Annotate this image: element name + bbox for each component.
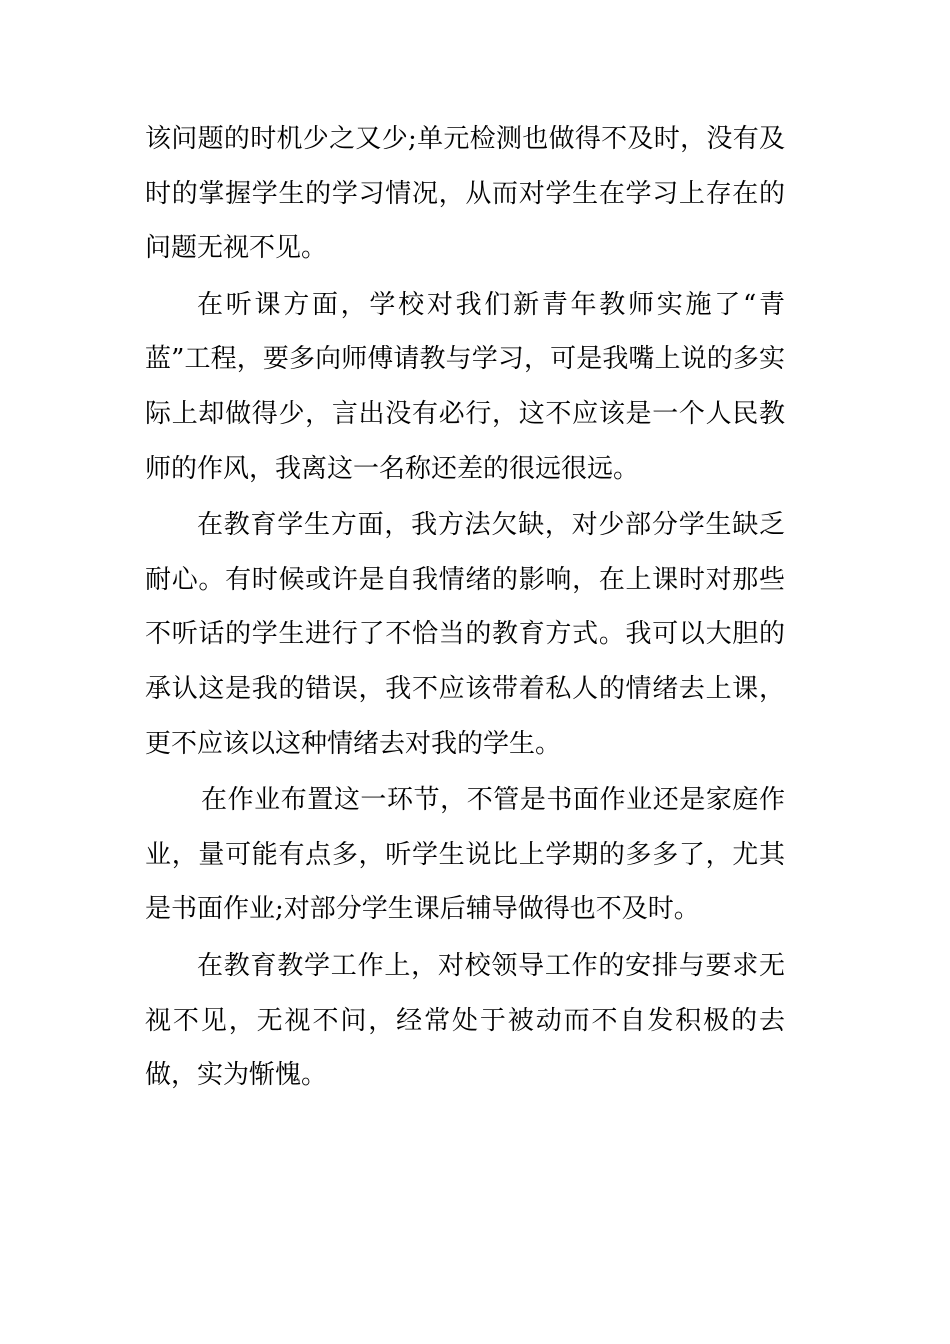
paragraph-continuation: 该问题的时机少之又少;单元检测也做得不及时，没有及时的掌握学生的学习情况，从而对学生在学习上存在的问题无视不见。: [145, 124, 785, 264]
paragraph-homework: 在作业布置这一环节，不管是书面作业还是家庭作业，量可能有点多，听学生说比上学期的多多了，尤其是书面作业;对部分学生课后辅导做得也不及时。: [145, 785, 785, 925]
paragraph-teaching-work: 在教育教学工作上，对校领导工作的安排与要求无视不见，无视不问，经常处于被动而不自发积极的去做，实为惭愧。: [145, 950, 785, 1091]
paragraph-student-education: 在教育学生方面，我方法欠缺，对少部分学生缺乏耐心。有时候或许是自我情绪的影响，在上课时对那些不听话的学生进行了不恰当的教育方式。我可以大胆的承认这是我的错误，我不应该带着私人的情绪去上课，更不应该以这种情绪去对我的学生。: [145, 510, 785, 759]
document-body: [145, 112, 785, 1105]
paragraph-lesson-observation: 在听课方面，学校对我们新青年教师实施了“青蓝”工程，要多向师傅请教与学习，可是我嘴上说的多实际上却做得少，言出没有必行，这不应该是一个人民教师的作风，我离这一名称还差的很远很远。: [145, 289, 785, 484]
